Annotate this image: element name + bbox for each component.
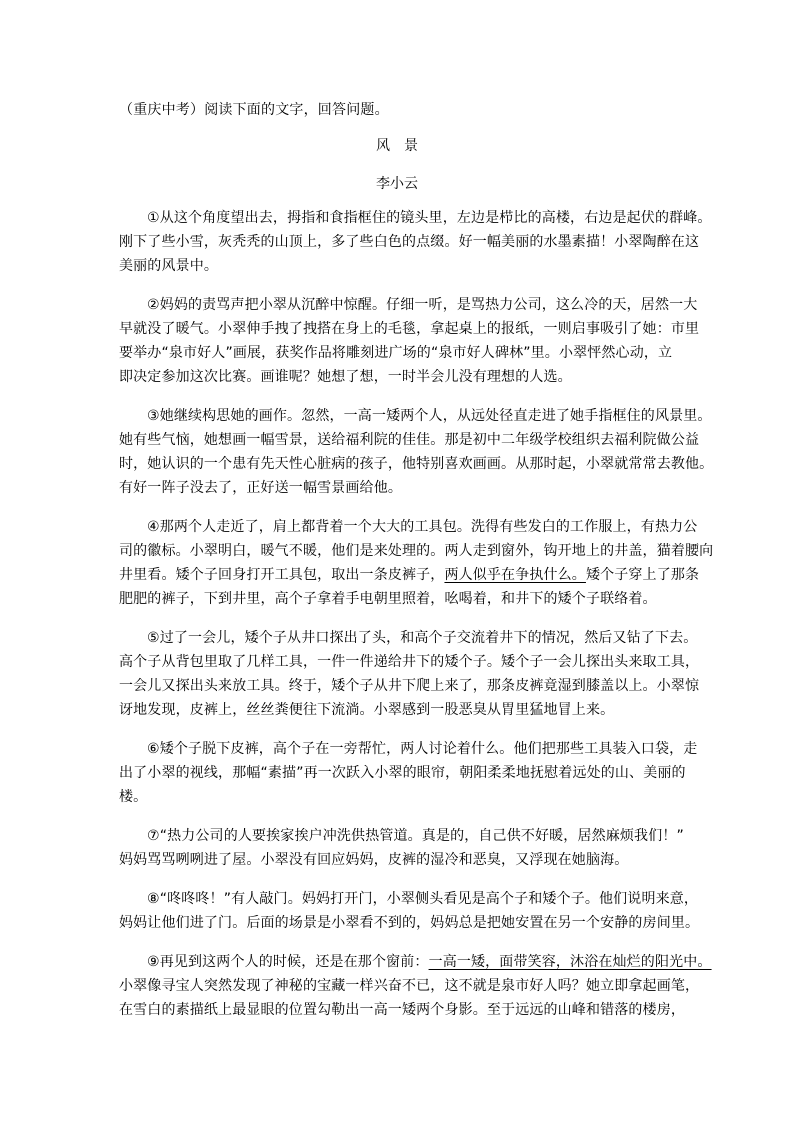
text-line: 高个子从背包里取了几样工具，一件一件递给井下的矮个子。矮个子一会儿探出头来取工具， [119, 654, 700, 670]
text-line: ②妈妈的责骂声把小翠从沉醉中惊醒。仔细一听，是骂热力公司，这么冷的天，居然一大 [147, 297, 698, 313]
text-line: 时，她认识的一个患有先天性心脏病的孩子，他特别喜欢画画。从那时起，小翠就常常去教他。 [119, 456, 714, 472]
text-line: 讶地发现，皮裤上，丝丝粪便往下流淌。小翠感到一股恶臭从胃里猛地冒上来。 [119, 702, 615, 718]
text-line: 美丽的风景中。 [119, 258, 219, 274]
paragraph-2 [119, 293, 700, 389]
text-line: 要举办“泉市好人”画展，获奖作品将雕刻进广场的“泉市好人碑林”里。小翠怦然心动，立 [119, 345, 673, 361]
text-segment: 井里看。矮个子回身打开工具包，取出一条皮裤子， [119, 567, 445, 583]
text-line: ①从这个角度望出去，拇指和食指框住的镜头里，左边是栉比的高楼，右边是起伏的群峰。 [147, 210, 712, 226]
paragraph-6 [119, 737, 698, 809]
paragraph-7 [119, 824, 684, 872]
text-line: 刚下了些小雪，灰秃秃的山顶上，多了些白色的点缀。好一幅美丽的水墨素描！小翠陶醉在这 [119, 234, 700, 250]
text-line: 妈妈让他们进了门。后面的场景是小翠看不到的，妈妈总是把她安置在另一个安静的房间里。 [119, 915, 700, 931]
text-line: 妈妈骂骂咧咧进了屋。小翠没有回应妈妈，皮裤的湿冷和恶臭，又浮现在她脑海。 [119, 852, 629, 868]
text-line: 小翠像寻宝人突然发现了神秘的宝藏一样兴奋不已，这不就是泉市好人吗？她立即拿起画笔， [119, 978, 700, 994]
article-body [119, 206, 714, 1037]
text-line: 楼。 [119, 789, 148, 805]
text-segment: 矮个子穿上了那条 [585, 567, 700, 583]
text-line: ⑥矮个子脱下皮裤，高个子在一旁帮忙，两人讨论着什么。他们把那些工具装入口袋，走 [147, 741, 698, 757]
text-line: 肥肥的裤子，下到井里，高个子拿着手电朝里照着，吆喝着，和井下的矮个子联络着。 [119, 591, 657, 607]
paragraph-5 [119, 626, 700, 722]
text-line: 即决定参加这次比赛。画谁呢？她想了想，一时半会儿没有理想的人选。 [119, 369, 572, 385]
paragraph-8 [119, 887, 700, 935]
paragraph-3 [119, 404, 714, 500]
text-line: 她有些气恼，她想画一幅雪景，送给福利院的佳佳。那是初中二年级学校组织去福利院做公益 [119, 432, 700, 448]
text-line: 一会儿又探出头来放工具。终于，矮个子从井下爬上来了，那条皮裤竟湿到膝盖以上。小翠惊 [119, 678, 700, 694]
text-line: ③她继续构思她的画作。忽然，一高一矮两个人，从远处径直走进了她手指框住的风景里。 [147, 408, 712, 424]
text-line: ④那两个人走近了，肩上都背着一个大大的工具包。洗得有些发白的工作服上，有热力公 [147, 519, 698, 535]
article-title: 风 景 [376, 138, 418, 154]
article-author: 李小云 [376, 176, 418, 192]
text-line: 早就没了暖气。小翠伸手拽了拽搭在身上的毛毯，拿起桌上的报纸，一则启事吸引了她：市里 [119, 321, 700, 337]
underlined-sentence: 两人似乎在争执什么。 [444, 567, 586, 583]
text-line: ⑤过了一会儿，矮个子从井口探出了头，和高个子交流着井下的情况，然后又钻了下去。 [147, 630, 698, 646]
text-segment: ⑨再见到这两个人的时候，还是在那个窗前： [147, 954, 429, 970]
paragraph-9 [119, 950, 712, 1022]
text-line: ⑧“咚咚咚！”有人敲门。妈妈打开门，小翠侧头看见是高个子和矮个子。他们说明来意， [147, 891, 699, 907]
underlined-sentence: 一高一矮，面带笑容，沐浴在灿烂的阳光中。 [428, 954, 712, 970]
text-line: 在雪白的素描纸上最显眼的位置勾勒出一高一矮两个身影。至于远远的山峰和错落的楼房， [119, 1002, 685, 1018]
text-line-with-underline [119, 950, 712, 974]
text-line-with-underline [119, 563, 700, 587]
text-line: 司的徽标。小翠明白，暖气不暖，他们是来处理的。两人走到窗外，钩开地上的井盖，猫着腰向 [119, 543, 714, 559]
text-line: ⑦“热力公司的人要挨家挨户冲洗供热管道。真是的，自己供不好暖，居然麻烦我们！” [147, 828, 684, 844]
exam-instruction: （重庆中考）阅读下面的文字，回答问题。 [119, 102, 389, 118]
paragraph-1 [119, 206, 712, 278]
text-line: 出了小翠的视线，那幅“素描”再一次跃入小翠的眼帘，朝阳柔柔地抚慰着远处的山、美丽的 [119, 765, 686, 781]
text-line: 有好一阵子没去了，正好送一幅雪景画给他。 [119, 480, 402, 496]
paragraph-4 [119, 515, 714, 611]
